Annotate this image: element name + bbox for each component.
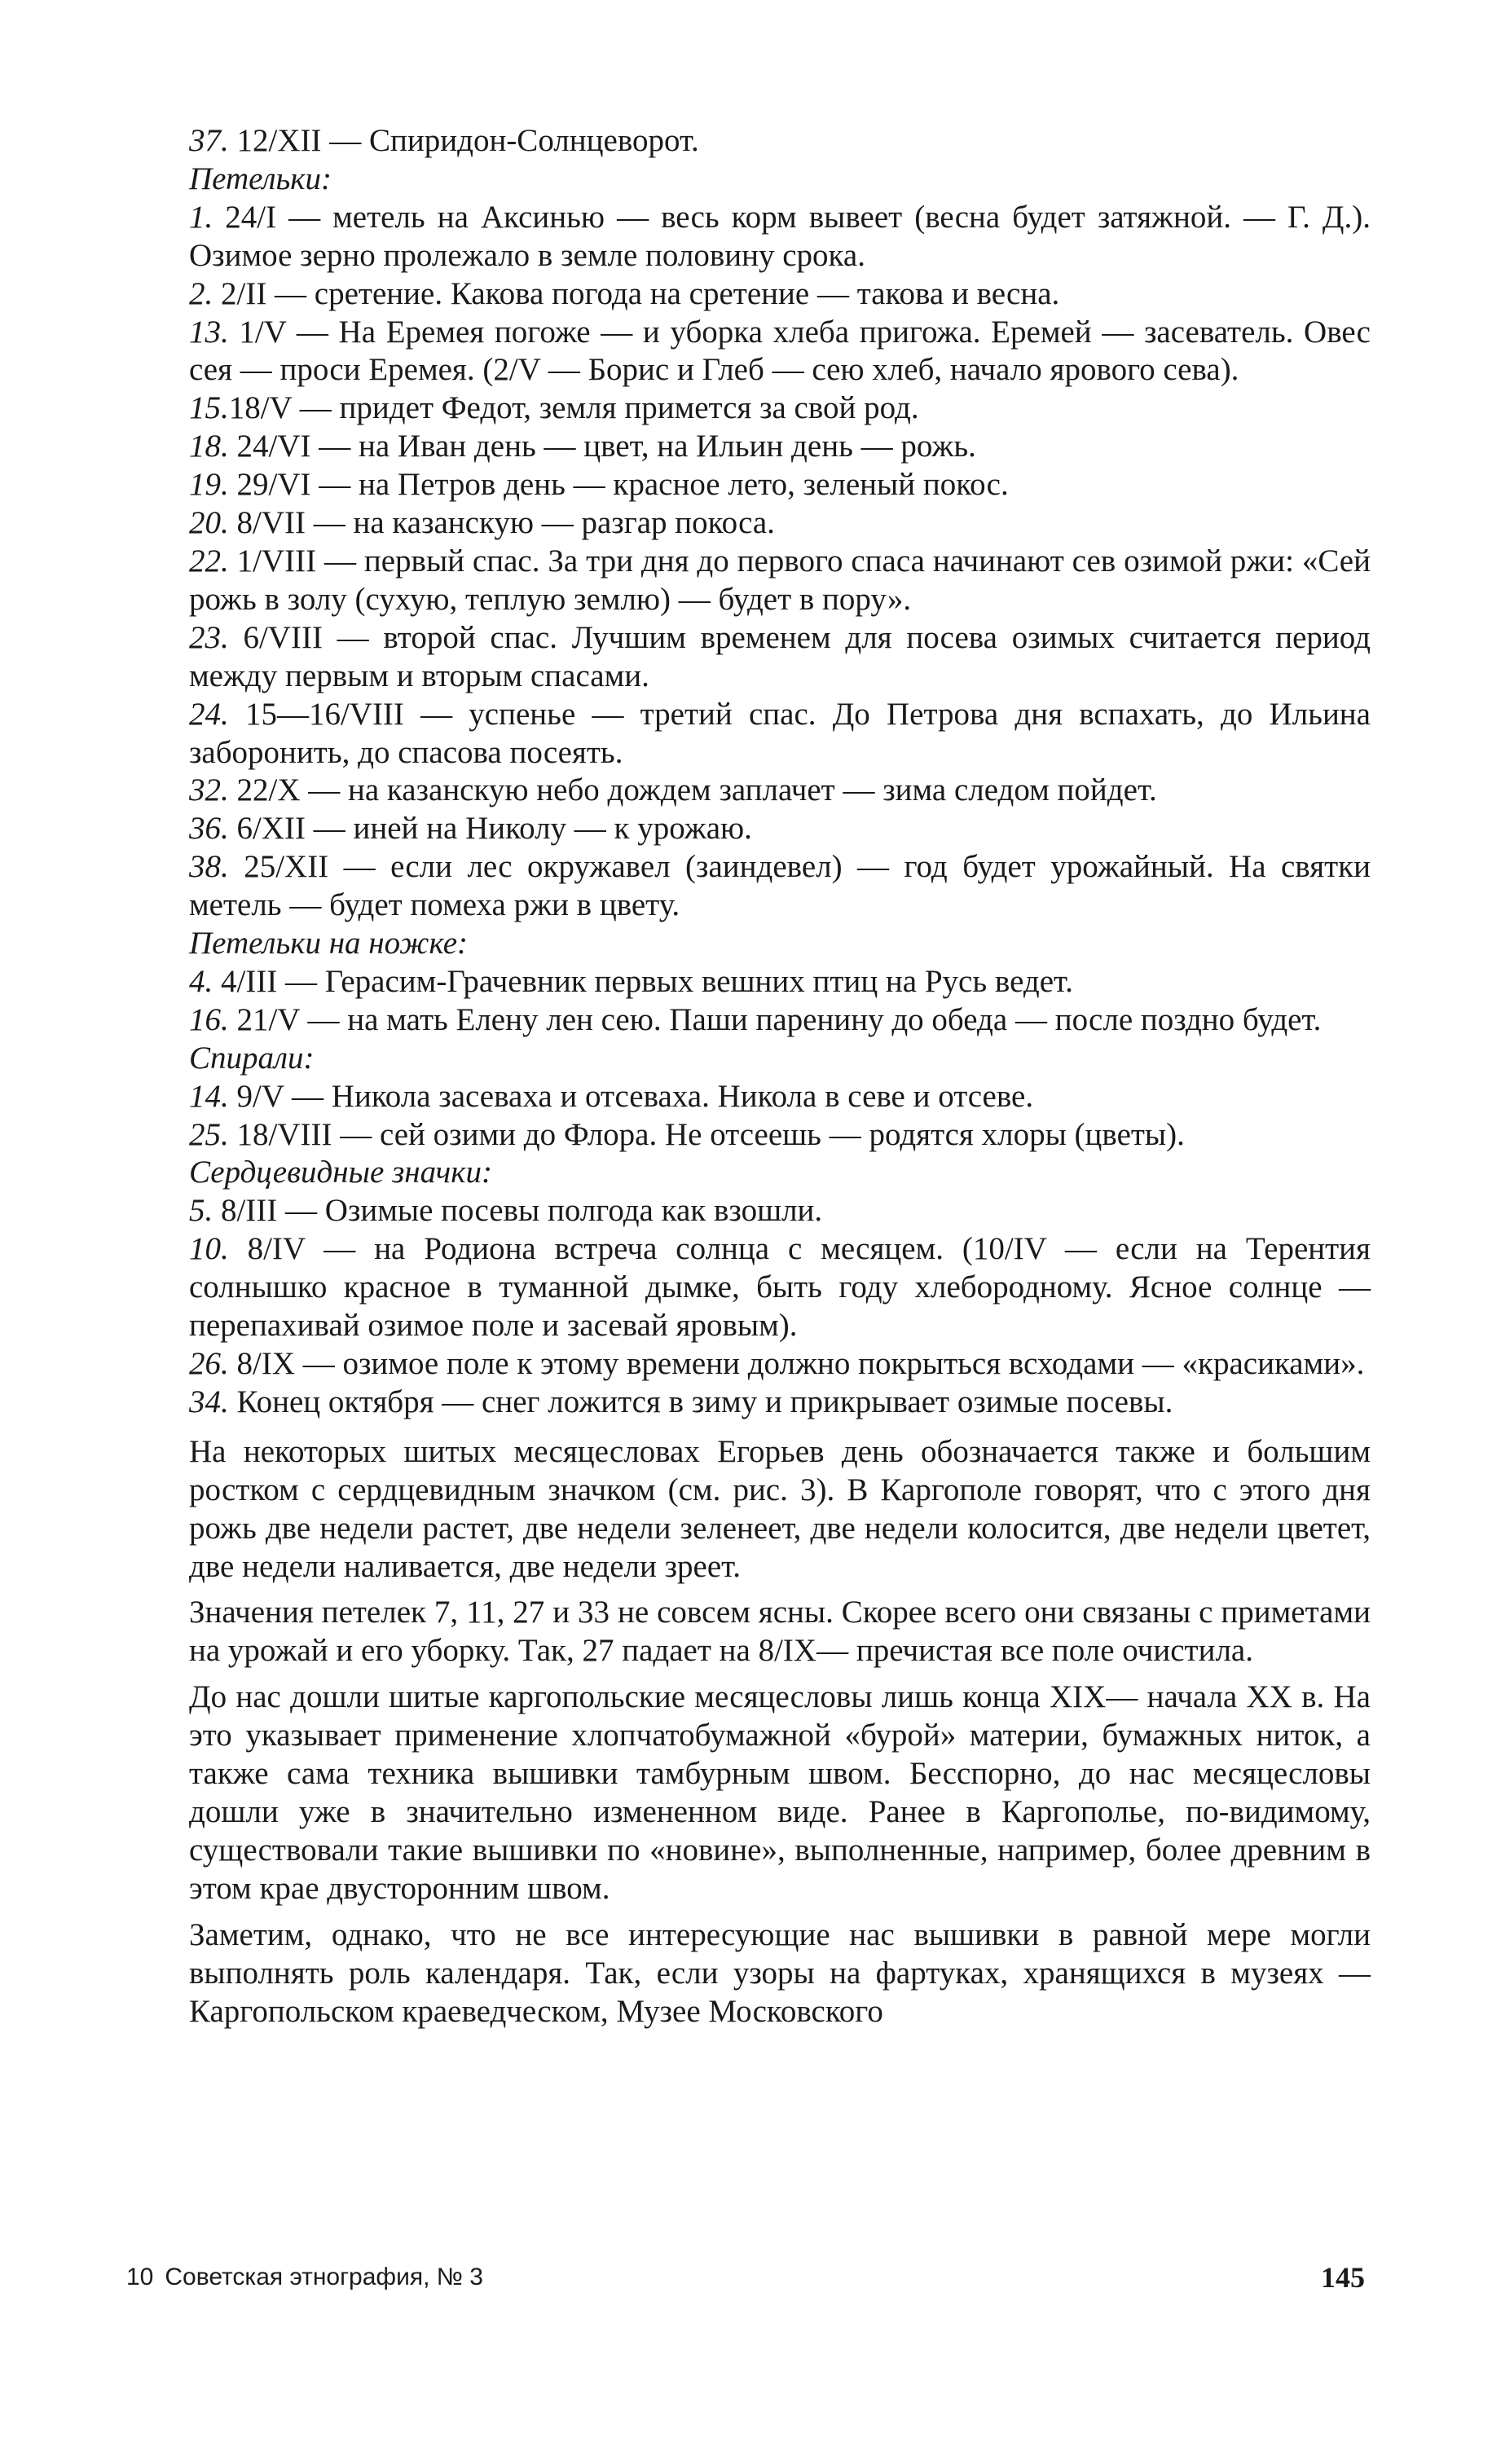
entry-text: 24/I — метель на Аксинью — весь корм вывеет (весна будет затяжной. — Г. Д.). Озимое зерно пролежало в земле половину срока.: [189, 199, 1371, 273]
body-paragraph: До нас дошли шитые каргопольские месяцесловы лишь конца XIX— начала XX в. На это указывает применение хлопчатобумажной «бурой» материи, бумажных ниток, а также сама техника вышивки тамбурным швом. Бесспорно, до нас месяцесловы дошли уже в значительно измененном виде. Ранее в Каргополье, по-видимому, существовали такие вышивки по «новине», выполненные, например, более древним в этом крае двусторонним швом.: [189, 1679, 1371, 1906]
section-heading: Спирали:: [189, 1040, 315, 1076]
calendar-entry: [189, 696, 1371, 772]
entry-number: 36.: [189, 811, 229, 847]
entry-number: 20.: [189, 505, 229, 541]
entry-text: 4/III — Герасим-Грачевник первых вешних птиц на Русь ведет.: [213, 963, 1073, 999]
entry-number: 10.: [189, 1231, 229, 1267]
entry-text: 21/V — на мать Елену лен сею. Паши паренину до обеда — после поздно будет.: [228, 1001, 1322, 1037]
entry-number: 14.: [189, 1078, 229, 1114]
entry-text: 8/III — Озимые посевы полгода как взошли.: [213, 1193, 823, 1229]
calendar-entry: [189, 848, 1371, 925]
calendar-entry: [189, 122, 1371, 161]
calendar-entry: [189, 543, 1371, 619]
calendar-entry: [189, 810, 1371, 848]
entry-text: 8/VII — на казанскую — разгар покоса.: [228, 505, 775, 541]
calendar-entry: [189, 1001, 1371, 1040]
page-number: 145: [1321, 2261, 1365, 2294]
calendar-entry: [189, 275, 1371, 314]
page-footer: [126, 2261, 1365, 2304]
entry-number: 26.: [189, 1346, 229, 1381]
calendar-entry: [189, 1345, 1371, 1384]
entry-number: 38.: [189, 849, 229, 885]
entry-number: 2.: [189, 275, 213, 311]
calendar-entry: [189, 1078, 1371, 1116]
entry-text: 6/VIII — второй спас. Лучшим временем для посева озимых считается период между первым и вторым спасами.: [189, 619, 1371, 693]
entry-number: 4.: [189, 963, 213, 999]
body-paragraph: Заметим, однако, что не все интересующие нас вышивки в равной мере могли выполнять роль календаря. Так, если узоры на фартуках, хранящихся в музеях — Каргопольском краеведческом, Музее Московского: [189, 1916, 1371, 2029]
entry-text: 25/XII — если лес окружавел (заиндевел) — год будет урожайный. На святки метель — будет помеха ржи в цвету.: [189, 849, 1371, 923]
entry-text: 1/VIII — первый спас. За три дня до первого спаса начинают сев озимой ржи: «Сей рожь в золу (сухую, теплую землю) — будет в пору».: [189, 543, 1371, 617]
entry-number: 13.: [189, 314, 229, 350]
body-paragraph: На некоторых шитых месяцесловах Егорьев день обозначается также и большим ростком с сердцевидным значком (см. рис. 3). В Каргополе говорят, что с этого дня рожь две недели растет, две недели зеленеет, две недели колосится, две недели цветет, две недели наливается, две недели зреет.: [189, 1433, 1371, 1584]
entry-number: 15.: [189, 390, 229, 426]
calendar-entry: [189, 1192, 1371, 1230]
calendar-entry: [189, 199, 1371, 275]
entry-number: 24.: [189, 696, 229, 732]
entry-text: 22/X — на казанскую небо дождем заплачет — зима следом пойдет.: [228, 772, 1157, 808]
entry-text: 18/V — придет Федот, земля примется за свой род.: [228, 390, 919, 426]
entry-number: 23.: [189, 619, 229, 655]
body-paragraph: Значения петелек 7, 11, 27 и 33 не совсем ясны. Скорее всего они связаны с приметами на урожай и его уборку. Так, 27 падает на 8/IX— пречистая все поле очистила.: [189, 1595, 1371, 1669]
entry-number: 5.: [189, 1193, 213, 1229]
section-heading: Петельки на ножке:: [189, 926, 469, 961]
calendar-entry: [189, 389, 1371, 428]
entry-number: 18.: [189, 429, 229, 464]
section-heading: Сердцевидные значки:: [189, 1155, 492, 1190]
entry-number: 32.: [189, 772, 229, 808]
entry-text: 9/V — Никола засеваха и отсеваха. Никола в севе и отсеве.: [228, 1078, 1034, 1114]
footer-journal-line: [126, 2264, 483, 2291]
calendar-entry: [189, 1230, 1371, 1345]
entry-text: 2/II — сретение. Какова погода на сретение — такова и весна.: [213, 275, 1060, 311]
calendar-entry: [189, 963, 1371, 1001]
entry-number: 19.: [189, 467, 229, 503]
entry-text: 24/VI — на Иван день — цвет, на Ильин день — рожь.: [228, 429, 976, 464]
entry-number: 1.: [189, 199, 213, 235]
entry-text: 12/XII — Спиридон-Солнцеворот.: [228, 123, 699, 158]
entry-text: 8/IV — на Родиона встреча солнца с месяцем. (10/IV — если на Терентия солнышко красное в туманной дымке, быть году хлебородному. Ясное солнце — перепахивай озимое поле и засевай яровым).: [189, 1231, 1371, 1344]
entry-text: 8/IX — озимое поле к этому времени должно покрыться всходами — «красиками».: [228, 1346, 1365, 1381]
printer-signature-mark: 10: [126, 2264, 154, 2290]
section-heading: Петельки:: [189, 161, 332, 196]
entry-number: 25.: [189, 1116, 229, 1152]
calendar-entry: [189, 1116, 1371, 1155]
entry-text: Конец октября — снег ложится в зиму и прикрывает озимые посевы.: [228, 1384, 1173, 1419]
calendar-entry: [189, 504, 1371, 543]
entry-number: 22.: [189, 543, 229, 579]
calendar-entry: [189, 314, 1371, 390]
calendar-entry: [189, 466, 1371, 504]
journal-title: Советская этнография, № 3: [165, 2264, 483, 2290]
text-column: [189, 122, 1371, 2031]
entry-number: 16.: [189, 1001, 229, 1037]
entry-text: 15—16/VIII — успенье — третий спас. До Петрова дня вспахать, до Ильина заборонить, до спасова посеять.: [189, 696, 1371, 770]
entry-text: 1/V — На Еремея погоже — и уборка хлеба пригожа. Еремей — засеватель. Овес сея — проси Еремея. (2/V — Борис и Глеб — сею хлеб, начало ярового сева).: [189, 314, 1371, 388]
entry-text: 29/VI — на Петров день — красное лето, зеленый покос.: [228, 467, 1009, 503]
entry-number: 37.: [189, 123, 229, 158]
calendar-entry: [189, 1384, 1371, 1422]
calendar-entry: [189, 772, 1371, 810]
entry-number: 34.: [189, 1384, 229, 1419]
entry-text: 6/XII — иней на Николу — к урожаю.: [228, 811, 752, 847]
calendar-entry: [189, 428, 1371, 466]
calendar-entry: [189, 619, 1371, 696]
entry-text: 18/VIII — сей озими до Флора. Не отсеешь — родятся хлоры (цветы).: [228, 1116, 1185, 1152]
